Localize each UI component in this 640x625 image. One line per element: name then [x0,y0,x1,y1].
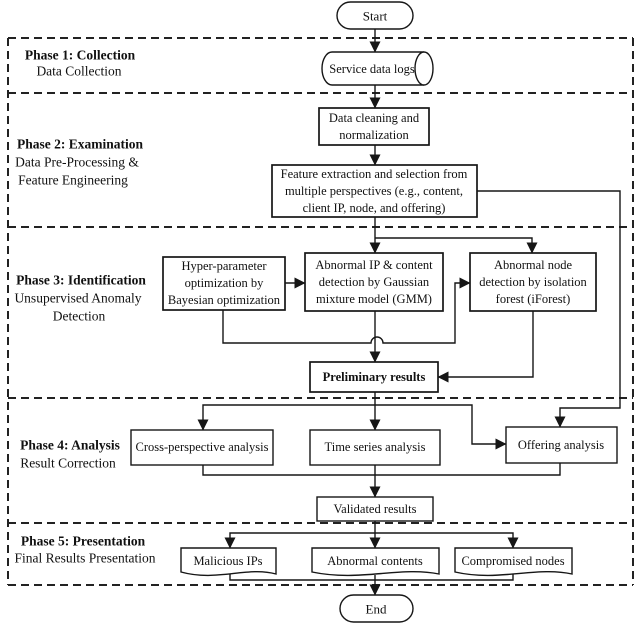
start-label: Start [362,8,388,24]
data-cleaning-line2: normalization [339,128,409,142]
phase-5-title: Phase 5: Presentation [20,533,146,549]
node-end [340,595,413,622]
node-abnormal-contents [312,548,439,575]
iforest-line2: detection by isolation [479,275,587,289]
compromised-nodes-label: Compromised nodes [461,554,565,568]
node-preliminary-results [310,362,438,392]
arrow-validated-to-malicious-and-compromised [230,533,513,548]
feature-extraction-line2: multiple perspectives (e.g., content, [284,184,464,198]
node-hyper-parameter [163,257,285,310]
node-feature-extraction [272,165,477,217]
phase-4-label [20,438,120,471]
iforest-line1: Abnormal node [493,258,573,272]
hyper-parameter-line1: Hyper-parameter [181,259,267,273]
cross-perspective-label: Cross-perspective analysis [135,440,269,454]
phase-5-label [15,534,156,566]
service-data-logs-label: Service data logs [329,62,415,76]
phase-1-title: Phase 1: Collection [24,47,136,63]
node-compromised-nodes [455,548,572,575]
gmm-line2: detection by Gaussian [318,275,430,289]
preliminary-results-label: Preliminary results [322,370,426,384]
node-validated-results [317,497,433,521]
gmm-line3: mixture model (GMM) [316,292,432,306]
phase-1-subtitle: Data Collection [36,63,122,79]
phase-3-subtitle-2: Detection [52,308,106,324]
phase-4-title: Phase 4: Analysis [20,437,120,453]
iforest-line3: forest (iForest) [495,292,571,306]
node-gmm [305,253,443,311]
phase-2-subtitle-2: Feature Engineering [18,172,128,188]
phase-3-label [14,273,146,324]
node-cross-perspective [131,430,273,465]
node-start [337,2,413,29]
node-data-cleaning [319,108,429,145]
node-offering-analysis [506,427,617,463]
hyper-parameter-line3: Bayesian optimization [167,293,281,307]
hyper-parameter-line2: optimization by [184,276,264,290]
validated-results-label: Validated results [333,502,417,516]
phase-3-title: Phase 3: Identification [16,272,146,288]
phase-2-title: Phase 2: Examination [16,136,144,152]
phase-labels [14,48,155,566]
malicious-ips-label: Malicious IPs [193,554,263,568]
feature-extraction-line3: client IP, node, and offering) [302,201,446,215]
abnormal-contents-label: Abnormal contents [327,554,423,568]
cylinder-cap [415,52,433,85]
node-iforest [470,253,596,311]
data-cleaning-line1: Data cleaning and [328,111,420,125]
phase-1-label [25,48,136,79]
nodes [131,2,617,622]
offering-analysis-label: Offering analysis [517,438,605,452]
phase-5-subtitle: Final Results Presentation [14,550,156,566]
phase-2-subtitle-1: Data Pre-Processing & [15,154,139,170]
phase-3-subtitle-1: Unsupervised Anomaly [14,290,142,306]
node-service-data-logs [322,52,433,85]
gmm-line1: Abnormal IP & content [315,258,433,272]
end-label: End [365,601,387,617]
feature-extraction-line1: Feature extraction and selection from [280,167,468,181]
time-series-label: Time series analysis [324,440,426,454]
arrow-iforest-to-preliminary [438,311,533,377]
phase-2-label [15,137,143,188]
node-malicious-ips [181,548,276,575]
node-time-series [310,430,440,465]
phase-4-subtitle: Result Correction [20,455,116,471]
arrow-feature-to-iforest [375,238,532,253]
